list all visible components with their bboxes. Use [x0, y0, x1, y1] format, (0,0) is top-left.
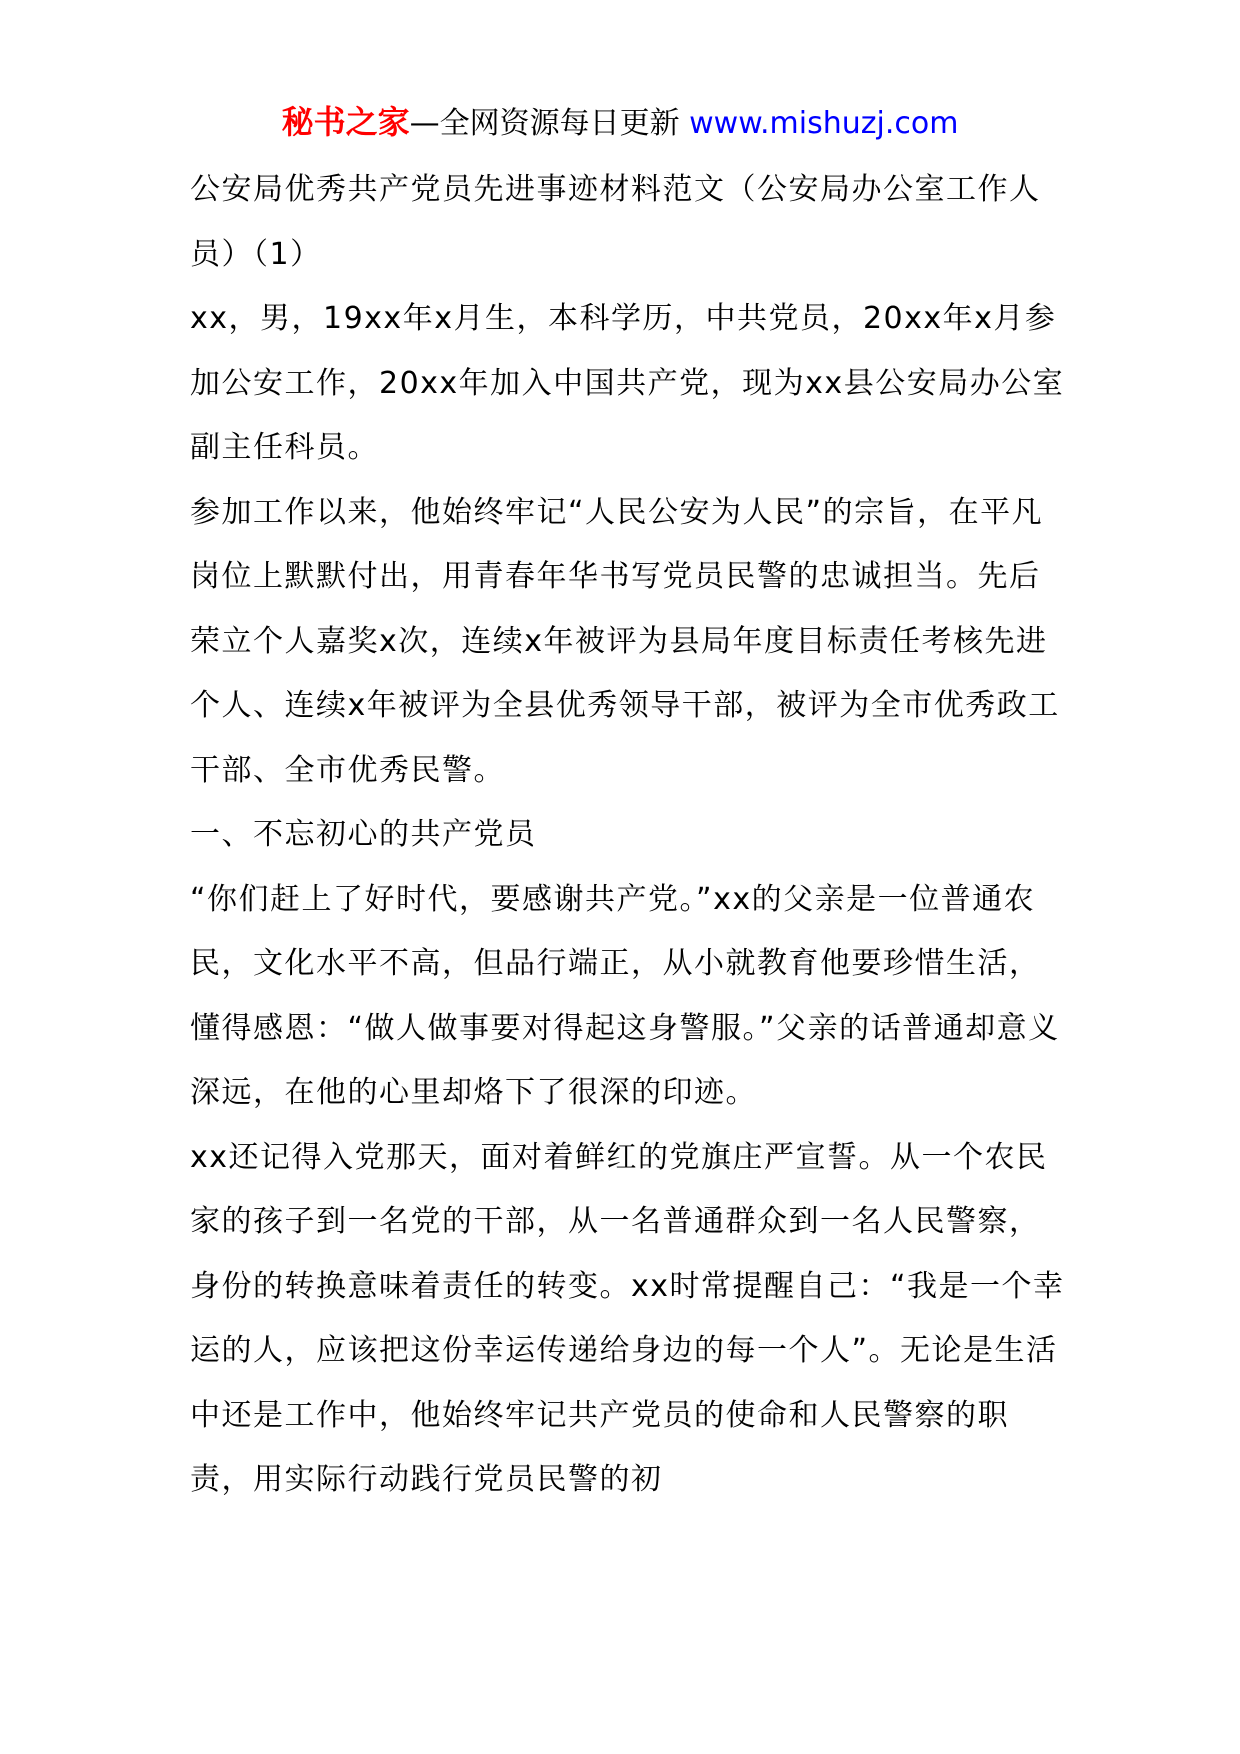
paragraph-career: 参加工作以来，他始终牢记“人民公安为人民”的宗旨，在平凡岗位上默默付出，用青春年华书写党员民警的忠诚担当。先后荣立个人嘉奖x次，连续x年被评为县局年度目标责任考核先进个人、连续x年被评为全县优秀领导干部，被评为全市优秀政工干部、全市优秀民警。 — [190, 494, 1060, 788]
header-tagline: —全网资源每日更新 — [409, 106, 690, 141]
paragraph-oath: xx还记得入党那天，面对着鲜红的党旗庄严宣誓。从一个农民家的孩子到一名党的干部，从一名普通群众到一名人民警察，身份的转换意味着责任的转变。xx时常提醒自己：“我是一个幸运的人，应该把这份幸运传递给身边的每一个人”。无论是生活中还是工作中，他始终牢记共产党员的使命和人民警察的职责，用实际行动践行党员民警的初 — [190, 1139, 1065, 1497]
site-header — [0, 100, 1240, 146]
document-title: 公安局优秀共产党员先进事迹材料范文（公安局办公室工作人员）（1） — [190, 172, 1041, 272]
paragraph-intro: xx，男，19xx年x月生，本科学历，中共党员，20xx年x月参加公安工作，20xx年加入中国共产党，现为xx县公安局办公室副主任科员。 — [190, 301, 1065, 465]
document-body — [190, 158, 1070, 1513]
brand-name: 秘书之家 — [281, 103, 410, 141]
paragraph-father: “你们赶上了好时代，要感谢共产党。”xx的父亲是一位普通农民，文化水平不高，但品行端正，从小就教育他要珍惜生活，懂得感恩：“做人做事要对得起这身警服。”父亲的话普通却意义深远，在他的心里却烙下了很深的印迹。 — [190, 881, 1060, 1110]
site-url-link[interactable]: www.mishuzj.com — [689, 106, 959, 141]
section-heading: 一、不忘初心的共产党员 — [190, 817, 537, 852]
